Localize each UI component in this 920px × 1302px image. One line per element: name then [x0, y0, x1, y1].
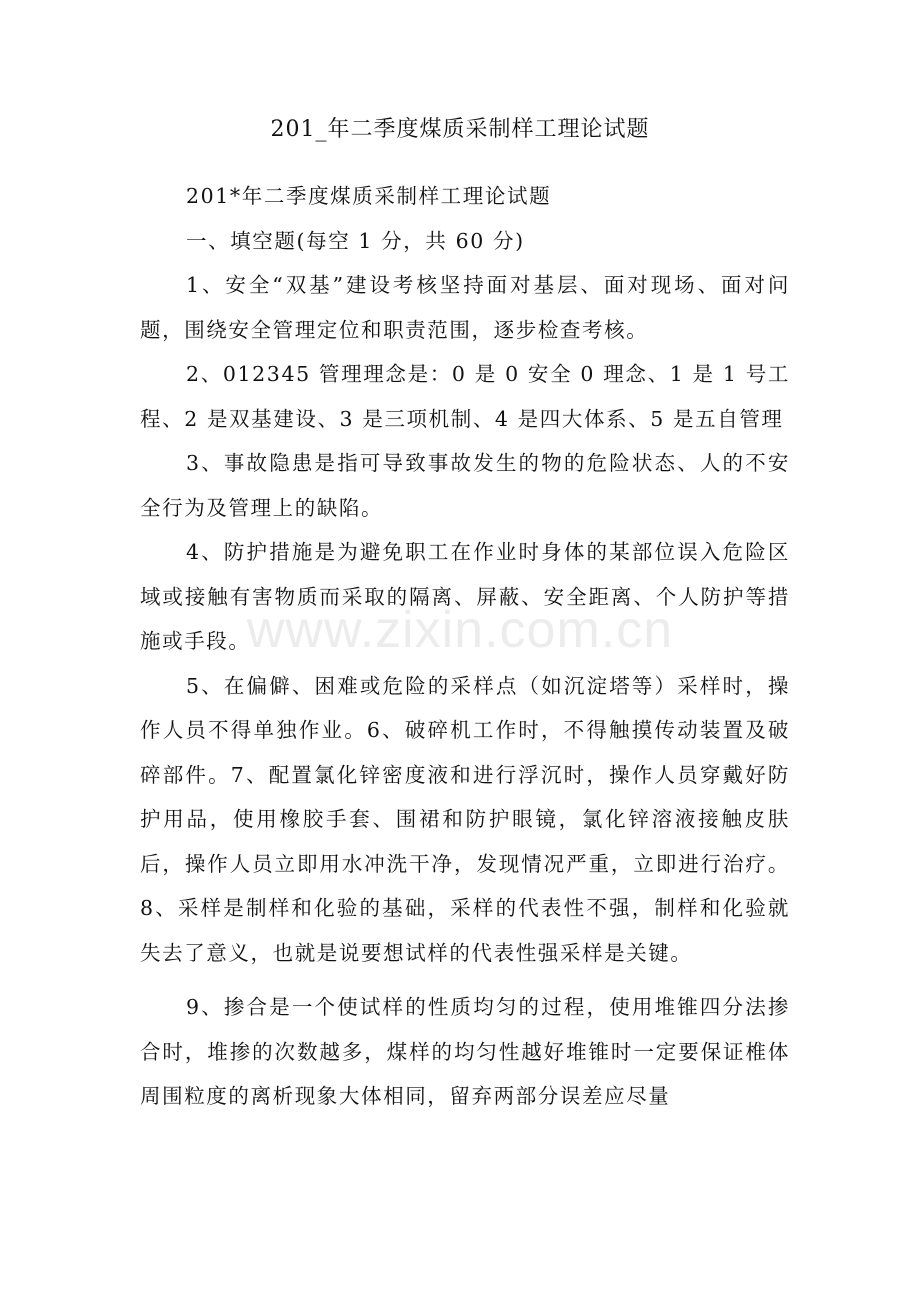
- question-paragraph-4: 4、防护措施是为避免职工在作业时身体的某部位误入危险区域或接触有害物质而采取的隔离、屏蔽、安全距离、个人防护等措施或手段。: [140, 540, 790, 653]
- site-watermark: www.zixin.com.cn: [246, 601, 674, 659]
- question-paragraph-3: 3、事故隐患是指可导致事故发生的物的危险状态、人的不安全行为及管理上的缺陷。: [140, 451, 790, 520]
- subtitle-paragraph: 201*年二季度煤质采制样工理论试题: [186, 184, 552, 208]
- section-heading-fill-in-blanks: 一、填空题(每空 1 分，共 60 分): [186, 228, 525, 253]
- question-paragraph-5-8: 5、在偏僻、困难或危险的采样点（如沉淀塔等）采样时，操作人员不得单独作业。6、破碎机工作时，不得触摸传动装置及破碎部件。7、配置氯化锌密度液和进行浮沉时，操作人员穿戴好防护用品，使用橡胶手套、围裙和防护眼镜，氯化锌溶液接触皮肤后，操作人员立即用水冲洗干净，发现情况严重，立即进行治疗。8、采样是制样和化验的基础，采样的代表性不强，制样和化验就失去了意义，也就是说要想试样的代表性强采样是关键。: [140, 673, 790, 965]
- question-paragraph-9: 9、掺合是一个使试样的性质均匀的过程，使用堆锥四分法掺合时，堆掺的次数越多，煤样的均匀性越好堆锥时一定要保证椎体周围粒度的离析现象大体相同，留弃两部分误差应尽量: [140, 995, 790, 1108]
- question-paragraph-2: 2、012345 管理理念是：0 是 0 安全 0 理念、1 是 1 号工程、2 是双基建设、3 是三项机制、4 是四大体系、5 是五自管理: [140, 362, 790, 431]
- question-paragraph-1: 1、安全“双基”建设考核坚持面对基层、面对现场、面对问题，围绕安全管理定位和职责范围，逐步检查考核。: [140, 273, 790, 342]
- document-body: [140, 174, 790, 1119]
- document-title: 201_年二季度煤质采制样工理论试题: [270, 117, 650, 142]
